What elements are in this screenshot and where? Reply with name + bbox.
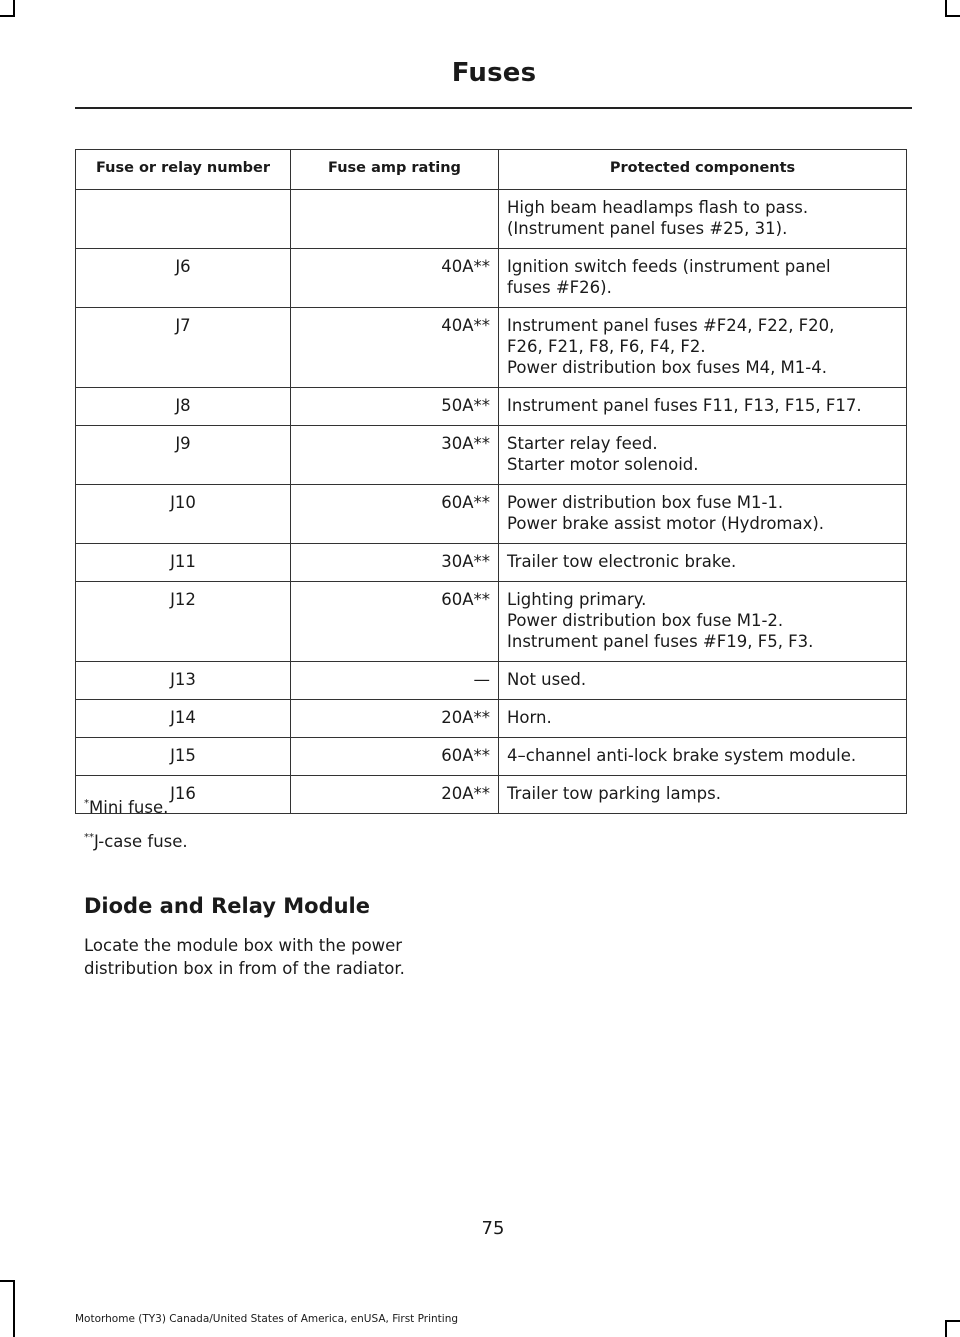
footnote-mark: ** (84, 831, 94, 843)
table-row (76, 776, 907, 814)
footnote-mark: * (84, 797, 89, 809)
fuse-number-cell: J9 (76, 426, 291, 485)
amp-rating-cell: 40A** (291, 308, 499, 388)
table-header-row (76, 150, 907, 190)
amp-rating-cell: 20A** (291, 700, 499, 738)
fuse-number-cell: J6 (76, 249, 291, 308)
amp-rating-cell: 60A** (291, 485, 499, 544)
column-header-fuse-number: Fuse or relay number (76, 150, 291, 190)
body-line: distribution box in from of the radiator. (84, 959, 405, 978)
footnote-text: Mini fuse. (89, 798, 169, 817)
fuse-number-cell: J12 (76, 582, 291, 662)
fuse-number-cell: J16 (76, 776, 291, 814)
table-row (76, 582, 907, 662)
component-line: Horn. (507, 708, 552, 727)
crop-mark (0, 15, 15, 17)
component-line: (Instrument panel fuses #25, 31). (507, 219, 788, 238)
title-divider (75, 107, 912, 109)
component-line: Instrument panel fuses #F19, F5, F3. (507, 632, 814, 651)
fuse-number-cell: J10 (76, 485, 291, 544)
protected-components-cell (499, 308, 907, 388)
protected-components-cell (499, 544, 907, 582)
amp-rating-cell: — (291, 662, 499, 700)
fuse-number-cell: J8 (76, 388, 291, 426)
footnote-mini-fuse (84, 798, 168, 817)
component-line: Trailer tow parking lamps. (507, 784, 721, 803)
page-title: Fuses (451, 58, 537, 88)
component-line: Not used. (507, 670, 587, 689)
protected-components-cell (499, 426, 907, 485)
protected-components-cell (499, 776, 907, 814)
section-body (84, 934, 504, 980)
table-row (76, 190, 907, 249)
component-line: F26, F21, F8, F6, F4, F2. (507, 337, 706, 356)
fuse-number-cell: J14 (76, 700, 291, 738)
fuse-table (75, 149, 907, 814)
table-row (76, 700, 907, 738)
amp-rating-cell: 30A** (291, 544, 499, 582)
component-line: Ignition switch feeds (instrument panel (507, 257, 831, 276)
page-footer: Motorhome (TY3) Canada/United States of America, enUSA, First Printing (75, 1313, 459, 1325)
protected-components-cell (499, 388, 907, 426)
component-line: Power distribution box fuse M1-2. (507, 611, 784, 630)
section-heading: Diode and Relay Module (84, 894, 370, 918)
component-line: Lighting primary. (507, 590, 647, 609)
table-row (76, 249, 907, 308)
protected-components-cell (499, 582, 907, 662)
table-row (76, 388, 907, 426)
protected-components-cell (499, 700, 907, 738)
fuse-number-cell: J13 (76, 662, 291, 700)
amp-rating-cell: 40A** (291, 249, 499, 308)
amp-rating-cell: 30A** (291, 426, 499, 485)
crop-mark (0, 1280, 15, 1282)
protected-components-cell (499, 662, 907, 700)
footnote-j-case-fuse (84, 832, 188, 851)
table-body (76, 190, 907, 814)
component-line: fuses #F26). (507, 278, 612, 297)
amp-rating-cell: 60A** (291, 738, 499, 776)
column-header-protected-components: Protected components (499, 150, 907, 190)
table-row (76, 426, 907, 485)
protected-components-cell (499, 190, 907, 249)
amp-rating-cell: 60A** (291, 582, 499, 662)
crop-mark (945, 1320, 960, 1322)
component-line: Instrument panel fuses #F24, F22, F20, (507, 316, 835, 335)
table-row (76, 544, 907, 582)
crop-mark (945, 1320, 947, 1337)
fuse-number-cell: J15 (76, 738, 291, 776)
component-line: Trailer tow electronic brake. (507, 552, 737, 571)
table-row (76, 308, 907, 388)
component-line: Power brake assist motor (Hydromax). (507, 514, 825, 533)
fuse-number-cell: J7 (76, 308, 291, 388)
protected-components-cell (499, 738, 907, 776)
component-line: Power distribution box fuses M4, M1-4. (507, 358, 827, 377)
component-line: High beam headlamps flash to pass. (507, 198, 809, 217)
component-line: Power distribution box fuse M1-1. (507, 493, 784, 512)
crop-mark (13, 1280, 15, 1337)
component-line: Starter motor solenoid. (507, 455, 699, 474)
crop-mark (945, 15, 960, 17)
table-row (76, 738, 907, 776)
protected-components-cell (499, 249, 907, 308)
page-number: 75 (481, 1218, 505, 1239)
column-header-amp-rating: Fuse amp rating (291, 150, 499, 190)
component-line: Starter relay feed. (507, 434, 658, 453)
component-line: Instrument panel fuses F11, F13, F15, F17. (507, 396, 862, 415)
amp-rating-cell: 20A** (291, 776, 499, 814)
fuse-number-cell: J11 (76, 544, 291, 582)
protected-components-cell (499, 485, 907, 544)
table-row (76, 485, 907, 544)
table-row (76, 662, 907, 700)
body-line: Locate the module box with the power (84, 936, 403, 955)
component-line: 4–channel anti-lock brake system module. (507, 746, 857, 765)
footnote-text: J-case fuse. (94, 832, 188, 851)
amp-rating-cell (291, 190, 499, 249)
amp-rating-cell: 50A** (291, 388, 499, 426)
fuse-number-cell (76, 190, 291, 249)
